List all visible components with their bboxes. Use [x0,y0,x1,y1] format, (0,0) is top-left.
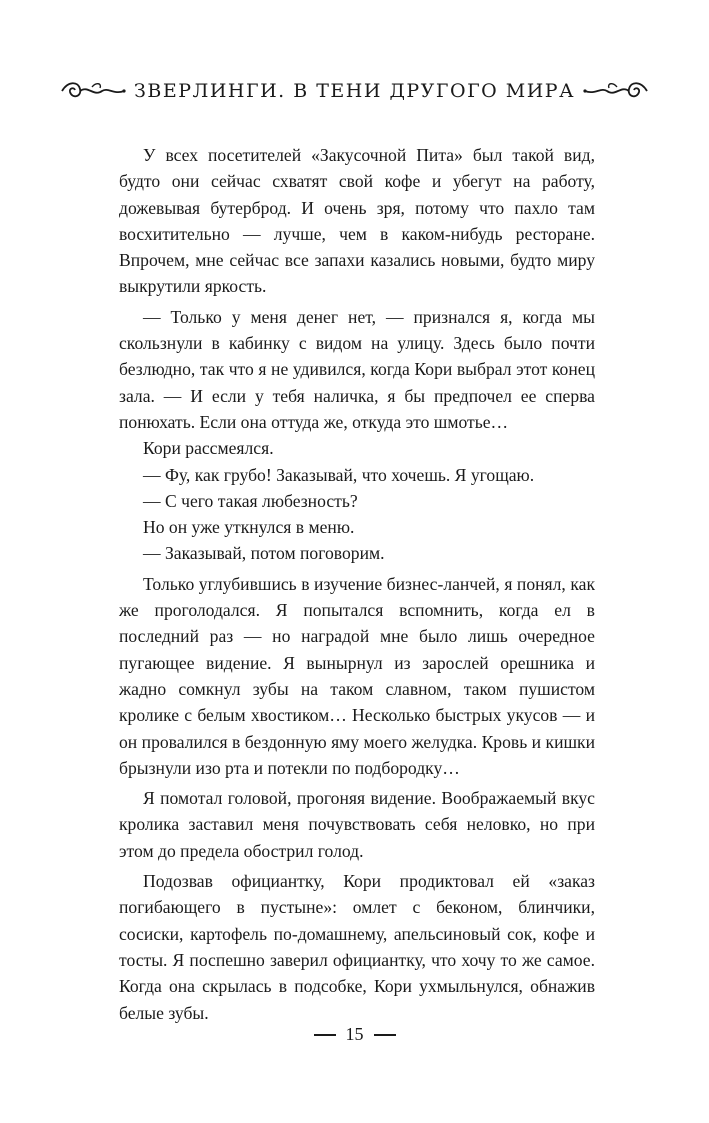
folio-dash-left [314,1034,336,1036]
paragraph-8: Только углубившись в изучение бизнес-ланчей, я понял, как же проголодался. Я попытался вспомнить, когда ел в последний раз — но наградой мне было лишь очередное пугающее видение. Я вынырнул из зарослей орешника и жадно сомкнул зубы на таком славном, таком пушистом кролике с белым хвостиком… Несколько быстрых укусов — и он провалился в бездонную яму моего желудка. Кровь и кишки брызнули изо рта и потекли по подбородку… [119,573,595,778]
paragraph-1: У всех посетителей «Закусочной Пита» был такой вид, будто они сейчас схватят свой кофе и убегут на работу, дожевывая бутерброд. И очень зря, потому что пахло там восхитительно — лучше, чем в каком-нибудь ресторане. Впрочем, мне сейчас все запахи казались новыми, будто миру выкрутили яркость. [119,145,595,297]
paragraph-9: Я помотал головой, прогоняя видение. Воображаемый вкус кролика заставил меня почувствовать себя неловко, но при этом до предела обострил голод. [119,788,595,861]
paragraph-3: Кори рассмеялся. [143,438,274,459]
running-head [86,74,623,108]
flourish-left-icon [58,79,128,103]
page-number: 15 [345,1024,364,1044]
page-number-footer [0,1024,709,1045]
paragraph-6: Но он уже уткнулся в меню. [143,517,355,538]
folio-dash-right [374,1034,396,1036]
flourish-right-icon [581,79,651,103]
body-text [119,142,595,1026]
paragraph-10: Подозвав официантку, Кори продиктовал ей «заказ погибающего в пустыне»: омлет с беконом, блинчики, сосиски, картофель по-домашнему, апельсиновый сок, кофе и тосты. Я поспешно заверил официантку, что хочу то же самое. Когда она скрылась в подсобке, Кори ухмыльнулся, обнажив белые зубы. [119,871,595,1023]
running-head-title: ЗВЕРЛИНГИ. В ТЕНИ ДРУГОГО МИРА [134,80,575,102]
paragraph-7: — Заказывай, потом поговорим. [143,543,385,564]
paragraph-2: — Только у меня денег нет, — признался я, когда мы скользнули в кабинку с видом на улицу. Здесь было почти безлюдно, так что я не удивился, когда Кори выбрал этот конец зала. — И если у тебя наличка, я бы предпочел ее сперва понюхать. Если она оттуда же, откуда это шмотье… [119,306,595,432]
paragraph-5: — С чего такая любезность? [143,490,358,511]
paragraph-4: — Фу, как грубо! Заказывай, что хочешь. Я угощаю. [143,464,535,485]
